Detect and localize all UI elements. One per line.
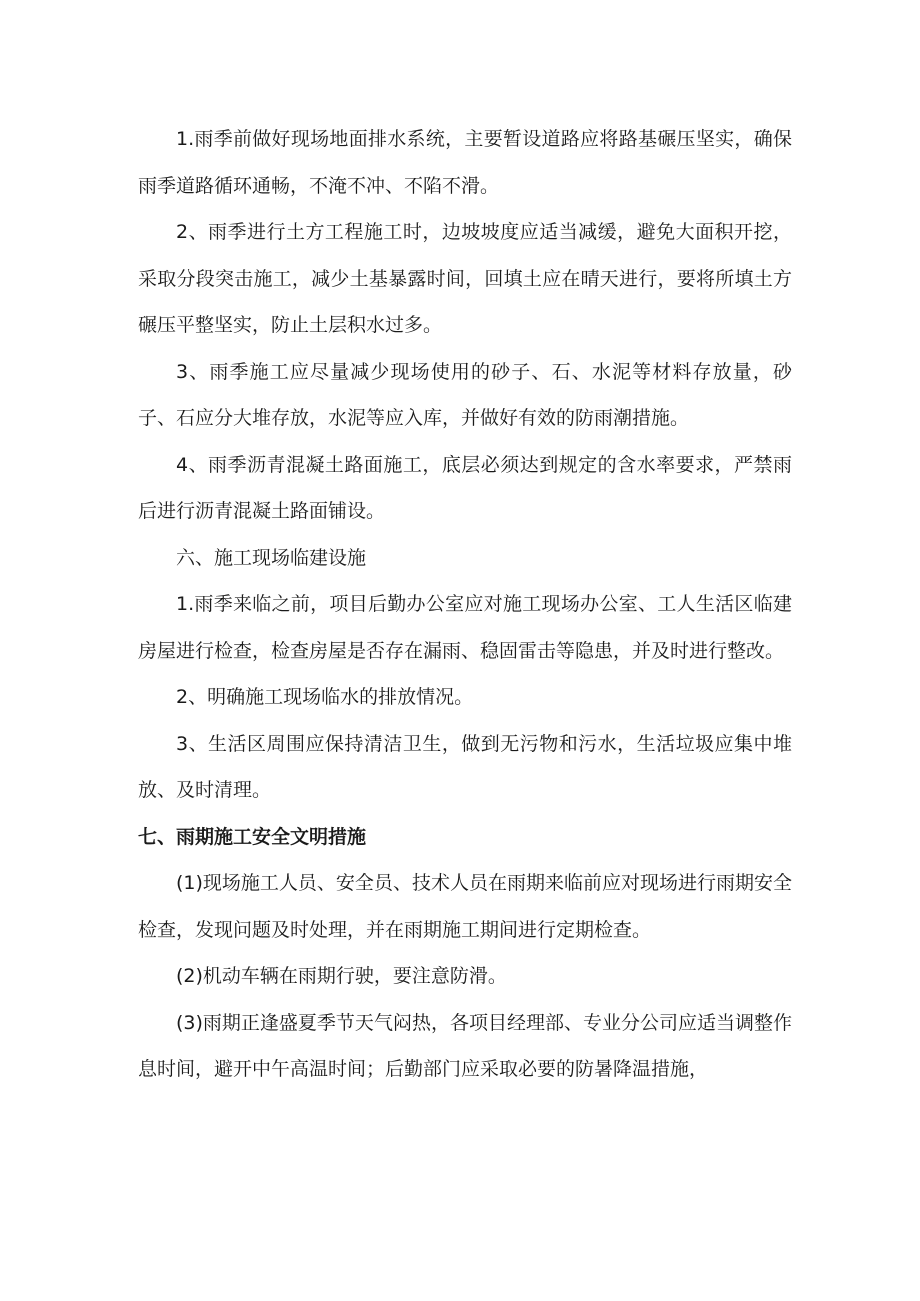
paragraph-materials: 3、雨季施工应尽量减少现场使用的砂子、石、水泥等材料存放量，砂子、石应分大堆存放，水泥等应入库，并做好有效的防雨潮措施。 <box>138 360 792 429</box>
subheading-temporary-facilities: 六、施工现场临建设施 <box>176 546 367 569</box>
paragraph-safety-check: (1)现场施工人员、安全员、技术人员在雨期来临前应对现场进行雨期安全检查，发现问题及时处理，并在雨期施工期间进行定期检查。 <box>138 872 792 941</box>
paragraph-heat-measures: (3)雨期正逢盛夏季节天气闷热，各项目经理部、专业分公司应适当调整作息时间，避开中午高温时间；后勤部门应采取必要的防暑降温措施， <box>138 1011 792 1080</box>
paragraph-earthwork: 2、雨季进行土方工程施工时，边坡坡度应适当减缓，避免大面积开挖，采取分段突击施工，减少土基暴露时间，回填土应在晴天进行，要将所填土方碾压平整坚实，防止土层积水过多。 <box>138 221 792 336</box>
paragraph-housing-inspection: 1.雨季来临之前，项目后勤办公室应对施工现场办公室、工人生活区临建房屋进行检查，检查房屋是否存在漏雨、稳固雷击等隐患，并及时进行整改。 <box>138 593 792 662</box>
paragraph-vehicles: (2)机动车辆在雨期行驶，要注意防滑。 <box>176 965 507 987</box>
paragraph-drainage: 1.雨季前做好现场地面排水系统，主要暂设道路应将路基碾压坚实，确保雨季道路循环通畅，不淹不冲、不陷不滑。 <box>138 128 792 197</box>
section-heading: 七、雨期施工安全文明措施 <box>138 825 367 848</box>
paragraph-water-discharge: 2、明确施工现场临水的排放情况。 <box>176 686 474 708</box>
paragraph-living-area: 3、生活区周围应保持清洁卫生，做到无污物和污水，生活垃圾应集中堆放、及时清理。 <box>138 732 792 801</box>
paragraph-asphalt: 4、雨季沥青混凝土路面施工，底层必须达到规定的含水率要求，严禁雨后进行沥青混凝土路面铺设。 <box>138 453 792 522</box>
